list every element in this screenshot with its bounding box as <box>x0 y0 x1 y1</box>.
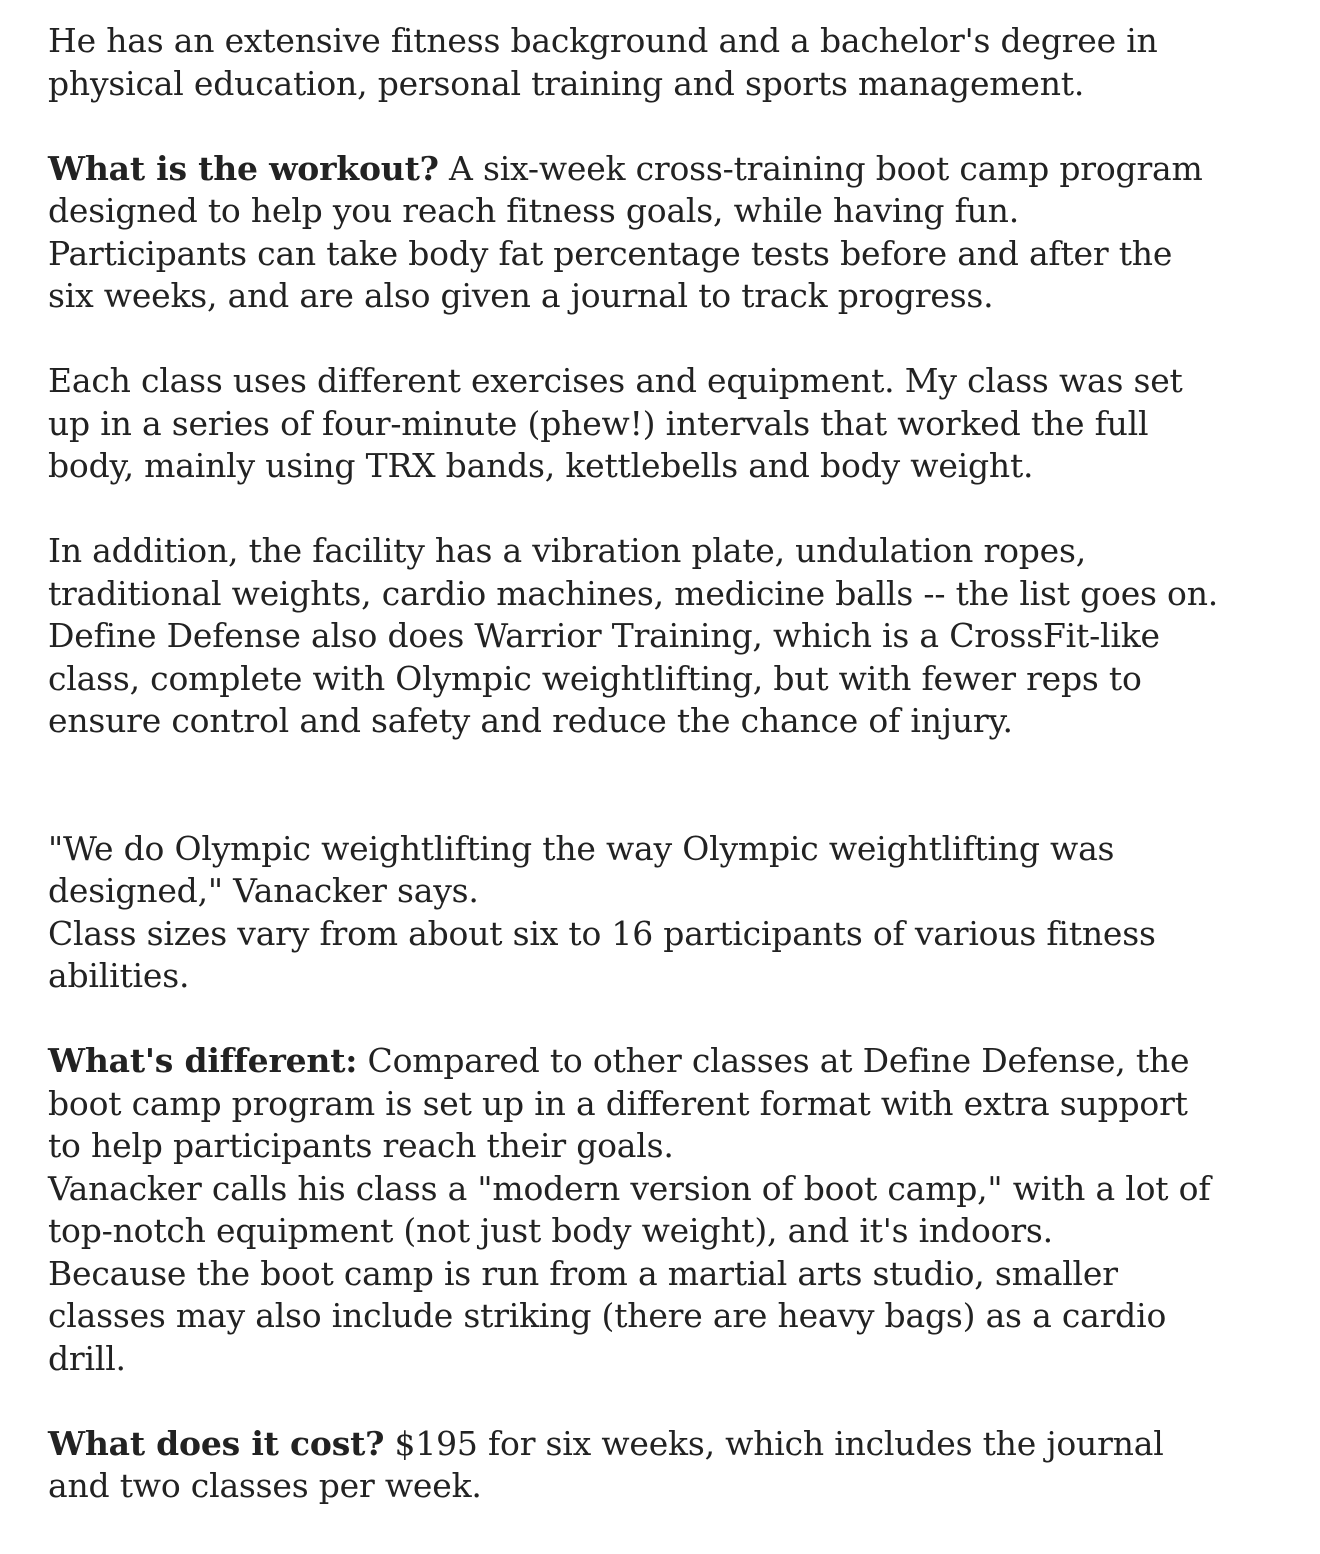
different-paragraph <box>48 1040 1223 1168</box>
class-sizes-paragraph: Class sizes vary from about six to 16 participants of various fitness abilities. <box>48 913 1156 995</box>
workout-paragraph <box>48 148 1223 318</box>
background-paragraph: He has an extensive fitness background and a bachelor's degree in physical education, personal training and sports management. <box>48 21 1158 103</box>
different-label: What's different: <box>48 1041 358 1080</box>
cost-text: $195 for six weeks, which includes the journal and two classes per week. <box>48 1423 1164 1505</box>
paragraph-gap <box>48 105 1223 148</box>
section-gap <box>48 743 1223 828</box>
different-text: Compared to other classes at Define Defense, the boot camp program is set up in a different format with extra support to help participants reach their goals. <box>48 1041 1190 1165</box>
modern-paragraph: Vanacker calls his class a "modern version of boot camp," with a lot of top-notch equipment (not just body weight), and it's indoors. <box>48 1168 1211 1250</box>
exercises-paragraph: Each class uses different exercises and equipment. My class was set up in a series of four-minute (phew!) intervals that worked the full body, mainly using TRX bands, kettlebells and body weight. <box>48 361 1183 485</box>
paragraph-gap <box>48 1380 1223 1423</box>
paragraph-gap <box>48 318 1223 361</box>
article-body <box>48 20 1223 1508</box>
paragraph-gap <box>48 488 1223 531</box>
workout-text: A six-week cross-training boot camp program designed to help you reach fitness goals, while having fun. Participants can take body fat percentage tests before and after the six weeks, and are also given a journal to track progress. <box>48 148 1203 315</box>
cost-paragraph <box>48 1423 1223 1508</box>
facility-paragraph: In addition, the facility has a vibration plate, undulation ropes, traditional weights, cardio machines, medicine balls -- the list goes on. Define Defense also does Warrior Training, which is a CrossFit-like class, complete with Olympic weightlifting, but with fewer reps to ensure control and safety and reduce the chance of injury. <box>48 531 1219 740</box>
striking-paragraph: Because the boot camp is run from a martial arts studio, smaller classes may also include striking (there are heavy bags) as a cardio drill. <box>48 1253 1167 1378</box>
paragraph-gap <box>48 998 1223 1041</box>
cost-label: What does it cost? <box>48 1423 385 1463</box>
workout-label: What is the workout? <box>48 148 439 188</box>
quote-paragraph: "We do Olympic weightlifting the way Olympic weightlifting was designed," Vanacker says. <box>48 828 1115 910</box>
